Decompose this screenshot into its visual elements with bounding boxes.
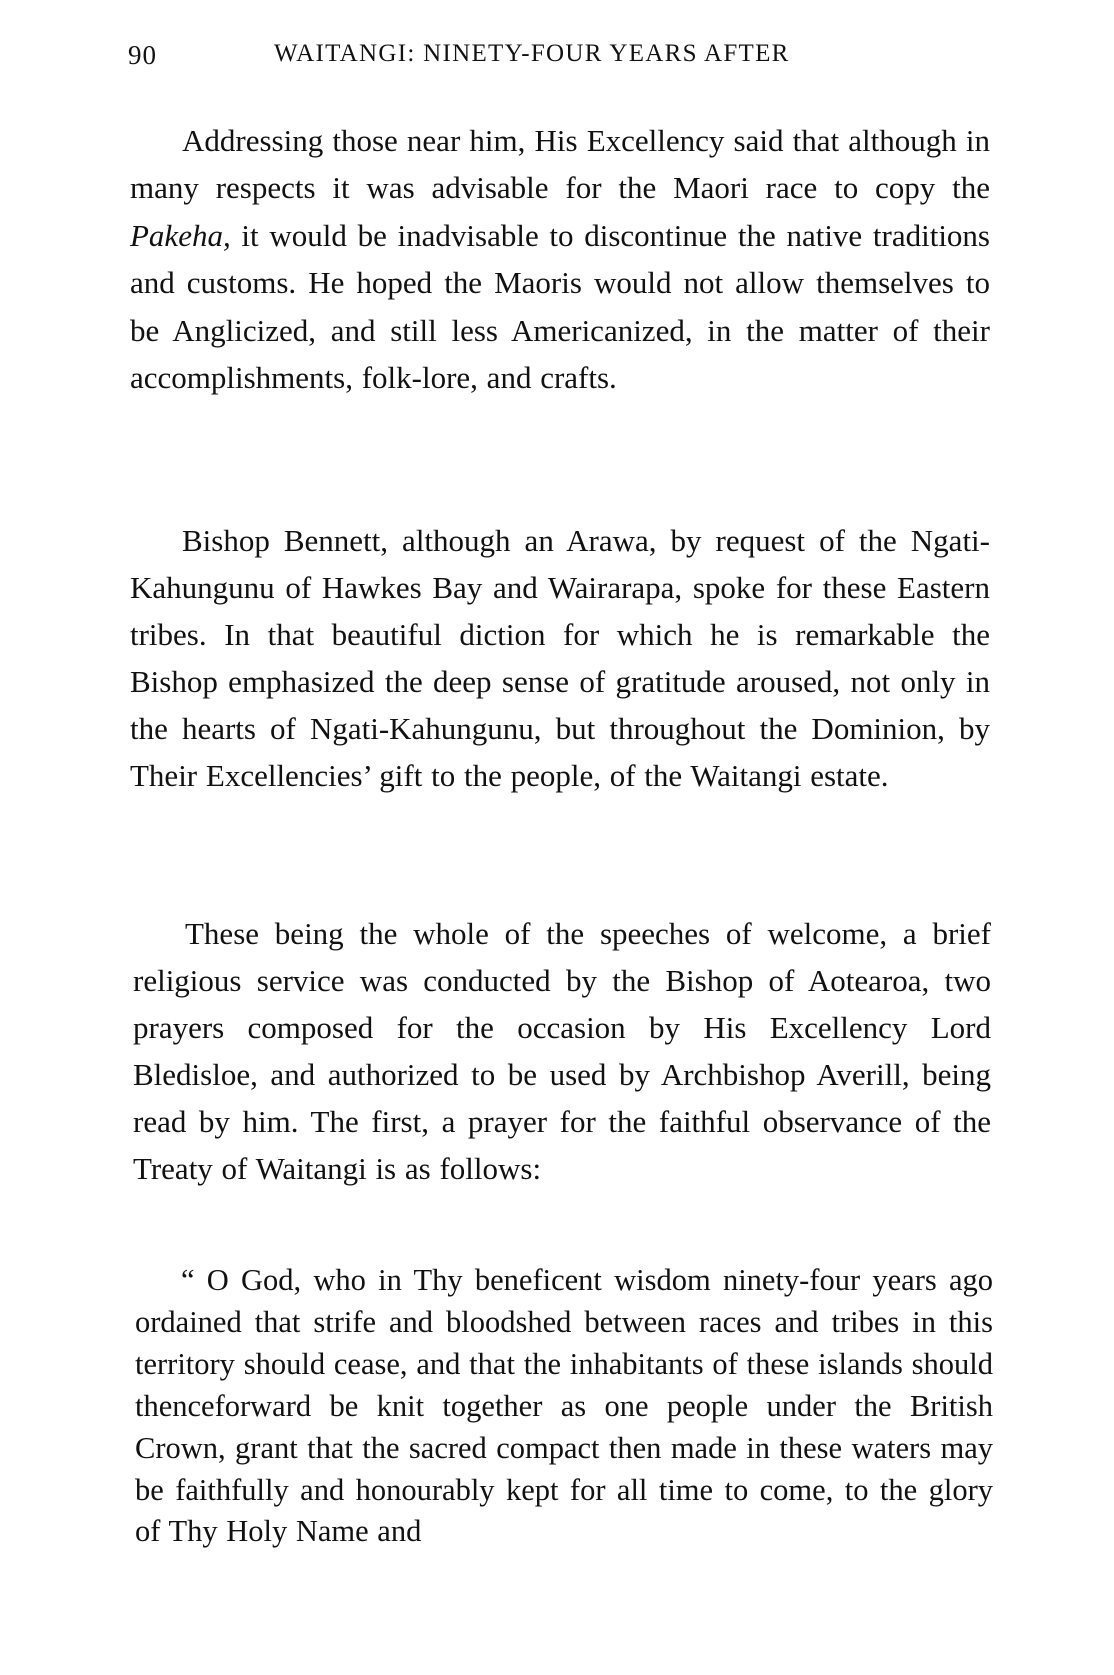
paragraph-bishop-bennett: Bishop Bennett, although an Arawa, by request of the Ngati-Kahungunu of Hawkes Bay and Wairarapa, spoke for these Eastern tribes. In that beautiful diction for which he is remarkable the Bishop emphasized the deep sense of gratitude aroused, not only in the hearts of Ngati-Kahungunu, but throughout the Dominion, by Their Excellencies’ gift to the people, of the Waitangi estate. — [130, 523, 990, 794]
paragraph-text: it would be inadvisable to discontinue the native traditions and customs. He hoped the Maoris would not allow themselves to be Anglicized, and still less Americanized, in the matter of their accomplishments, folk-lore, and crafts. — [130, 217, 990, 396]
italic-term: Pakeha, — [130, 217, 231, 253]
page-number: 90 — [128, 40, 157, 70]
running-title: WAITANGI: NINETY-FOUR YEARS AFTER — [274, 40, 790, 67]
running-head — [128, 40, 988, 80]
paragraph-text: Addressing those near him, His Excellency said that although in many respects it was advisable for the Maori race to copy the — [130, 123, 990, 206]
paragraph-religious-service: These being the whole of the speeches of welcome, a brief religious service was conducted by the Bishop of Aotearoa, two prayers composed for the occasion by His Excellency Lord Bledisloe, and authorized to be used by Archbishop Averill, being read by him. The first, a prayer for the faithful observance of the Treaty of Waitangi is as follows: — [133, 916, 991, 1187]
paragraph-prayer-quote: “ O God, who in Thy beneficent wisdom ninety-four years ago ordained that strife and bloodshed between races and tribes in this territory should cease, and that the inhabitants of these islands should thenceforward be knit together as one people under the British Crown, grant that the sacred compact then made in these waters may be faithfully and honourably kept for all time to come, to the glory of Thy Holy Name and — [135, 1263, 993, 1549]
paragraph-governor-address — [130, 117, 990, 401]
